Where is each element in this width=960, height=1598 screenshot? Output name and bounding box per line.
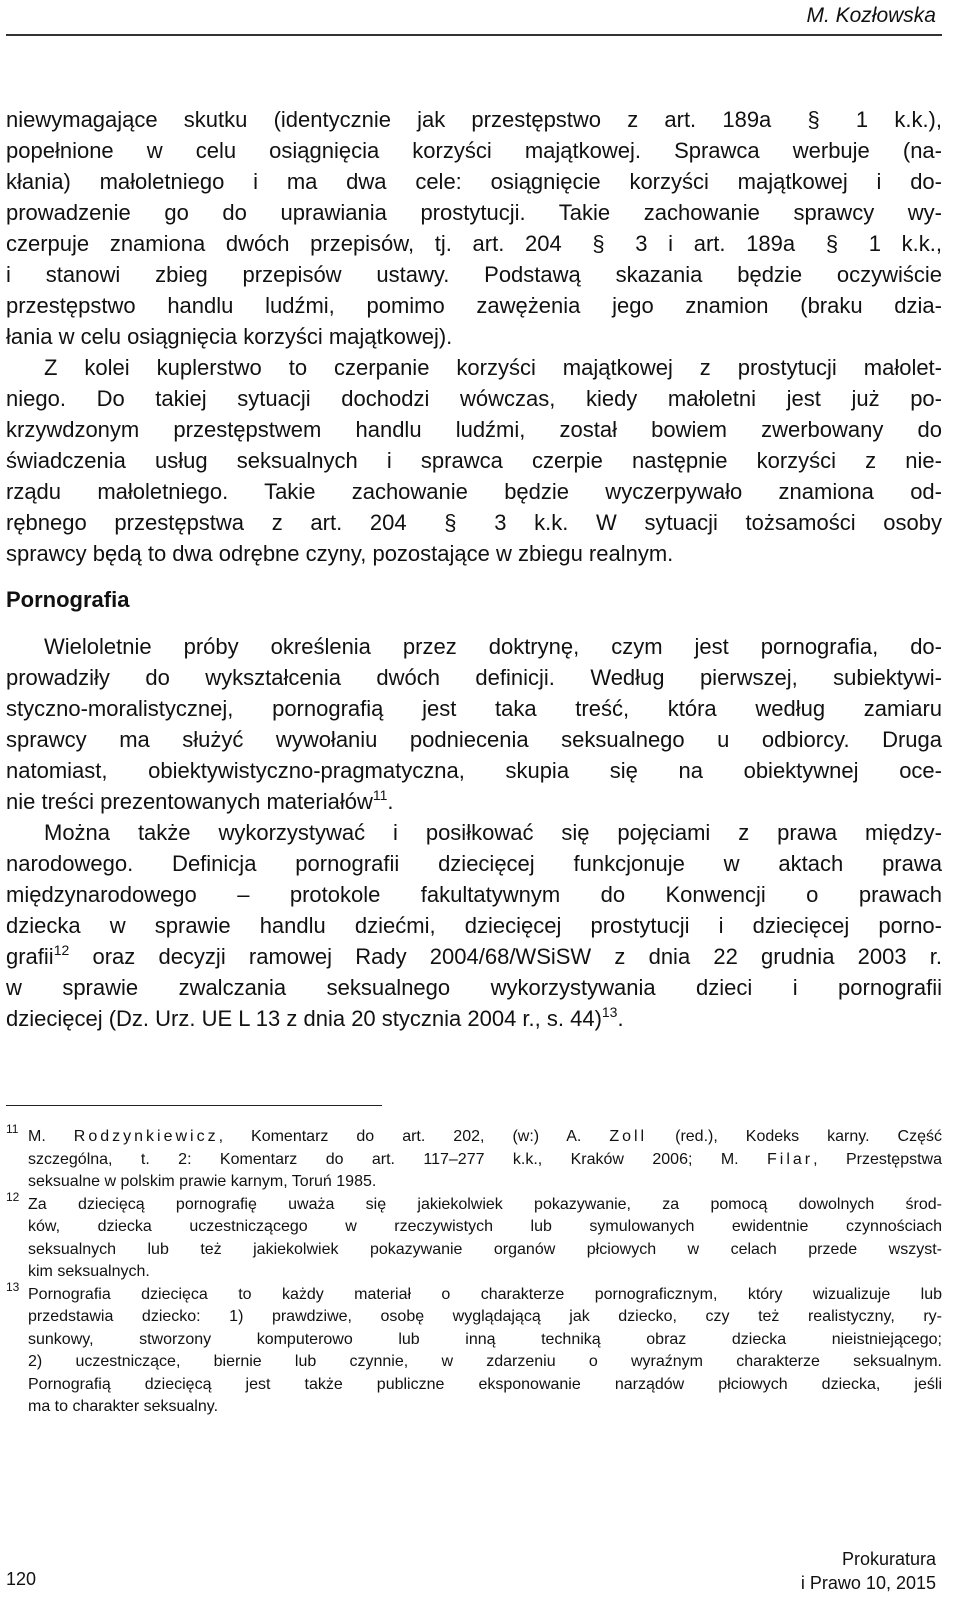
text-line: kłania) małoletniego i ma dwa cele: osiągnięcie korzyści majątkowej i do- bbox=[6, 169, 942, 194]
footnote-separator bbox=[6, 1105, 382, 1106]
footnote-line: przedstawia dziecko: 1) prawdziwe, osobę wyglądającą jak dziecko, czy też realistyczny, ry- bbox=[28, 1308, 942, 1325]
paragraph-3 bbox=[6, 631, 942, 817]
footnote-number: 12 bbox=[6, 1189, 20, 1204]
footnote-line: seksualnych lub też jakiekolwiek pokazywanie organów płciowych w celach przede wszyst- bbox=[28, 1240, 942, 1258]
text-line: grafii$^{12}$ oraz decyzji ramowej Rady 2004/68/WSiSW z dnia 22 grudnia 2003 r. bbox=[6, 942, 942, 969]
text-line: w sprawie zwalczania seksualnego wykorzystywania dzieci i pornografii bbox=[6, 975, 942, 1000]
footnote-line: Pornografią dziecięcą jest także publiczne eksponowanie narządów płciowych dziecka, jeśli bbox=[28, 1375, 942, 1393]
section-sign: § bbox=[444, 510, 457, 535]
text-line: przestępstwo handlu ludźmi, pomimo zawężenia jego znamion (braku dzia- bbox=[6, 293, 942, 318]
paragraph-1 bbox=[6, 104, 942, 352]
footnote-ref-13[interactable]: 13 bbox=[601, 1004, 618, 1020]
footnote-line: seksualne w polskim prawie karnym, Toruń 1985. bbox=[28, 1173, 377, 1190]
footnote-number: 11 bbox=[6, 1122, 19, 1136]
text-line: rębnego przestępstwa z art. 204 § 3 k.k. W sytuacji tożsamości osoby bbox=[6, 510, 942, 535]
text-line: niewymagające skutku (identycznie jak przestępstwo z art. 189a § 1 k.k.), bbox=[6, 107, 942, 132]
text-line: prowadzenie go do uprawiania prostytucji. Takie zachowanie sprawcy wy- bbox=[6, 200, 942, 225]
text-line: sprawcy będą to dwa odrębne czyny, pozostające w zbiegu realnym. bbox=[6, 541, 674, 566]
footnote-line: sunkowy, stworzony komputerowo lub inną techniką obraz dziecka nieistniejącego; bbox=[28, 1330, 942, 1348]
text-line: międzynarodowego – protokole fakultatywnym do Konwencji o prawach bbox=[6, 882, 942, 907]
text-line: sprawcy ma służyć wywołaniu podniecenia seksualnego u odbiorcy. Druga bbox=[6, 727, 942, 752]
main-text bbox=[6, 104, 942, 1034]
text-line: niego. Do takiej sytuacji dochodzi wówczas, kiedy małoletni jest już po- bbox=[6, 386, 942, 411]
section-sign: § bbox=[592, 231, 605, 256]
journal-title: Prokuratura bbox=[841, 1549, 936, 1569]
running-header-author: M. Kozłowska bbox=[806, 4, 936, 27]
journal-footer bbox=[801, 1547, 936, 1595]
footnote-line: kim seksualnych. bbox=[28, 1263, 150, 1280]
text-line: popełnione w celu osiągnięcia korzyści majątkowej. Sprawca werbuje (na- bbox=[6, 138, 942, 163]
page-number: 120 bbox=[6, 1569, 37, 1589]
text-line: Wieloletnie próby określenia przez doktrynę, czym jest pornografia, do- bbox=[44, 634, 942, 659]
footnote-line: 2) uczestniczące, biernie lub czynnie, w zdarzeniu o wyraźnym charakterze seksualnym. bbox=[28, 1353, 942, 1370]
header-rule bbox=[6, 34, 942, 36]
section-sign: § bbox=[807, 107, 820, 132]
text-line: dziecka w sprawie handlu dziećmi, dziecięcej prostytucji i dziecięcej porno- bbox=[6, 913, 942, 938]
text-line: świadczenia usług seksualnych i sprawca czerpie następnie korzyści z nie- bbox=[6, 448, 942, 473]
footnotes bbox=[6, 1122, 942, 1419]
footnote-line: Pornografia dziecięca to każdy materiał o charakterze pornograficznym, który wizualizuje lub bbox=[28, 1285, 942, 1303]
section-heading: Pornografia bbox=[6, 587, 130, 612]
footnote-line: Za dziecięcą pornografię uważa się jakiekolwiek pokazywanie, za pomocą dowolnych środ- bbox=[28, 1195, 942, 1213]
text-line: czerpuje znamiona dwóch przepisów, tj. art. 204 § 3 i art. 189a § 1 k.k., bbox=[6, 231, 942, 256]
journal-issue: i Prawo 10, 2015 bbox=[800, 1573, 936, 1593]
footnote-13 bbox=[6, 1279, 942, 1419]
footnote-line: M. Rodzynkiewicz, Komentarz do art. 202, (w:) A. Zoll (red.), Kodeks karny. Część bbox=[28, 1128, 942, 1145]
section-sign: § bbox=[825, 231, 839, 256]
text-line: prowadziły do wykształcenia dwóch definicji. Według pierwszej, subiektywi- bbox=[6, 665, 942, 690]
footnote-line: ma to charakter seksualny. bbox=[28, 1398, 219, 1415]
text-line: Z kolei kuplerstwo to czerpanie korzyści majątkowej z prostytucji małolet- bbox=[44, 355, 942, 380]
footnote-12 bbox=[6, 1189, 942, 1284]
paragraph-2 bbox=[6, 352, 942, 569]
footnote-ref-11[interactable]: 11 bbox=[372, 787, 388, 803]
footnote-11 bbox=[6, 1122, 942, 1194]
text-line: krzywdzonym przestępstwem handlu ludźmi, został bowiem zwerbowany do bbox=[6, 417, 942, 442]
text-line: łania w celu osiągnięcia korzyści majątkowej). bbox=[6, 324, 453, 349]
text-line: natomiast, obiektywistyczno-pragmatyczna, skupia się na obiektywnej oce- bbox=[6, 758, 942, 783]
text-line: nie treści prezentowanych materiałów$^{11}$. bbox=[6, 787, 394, 814]
footnote-ref-12[interactable]: 12 bbox=[53, 942, 70, 958]
footnote-number: 13 bbox=[6, 1279, 20, 1294]
footnote-line: szczególna, t. 2: Komentarz do art. 117–277 k.k., Kraków 2006; M. Filar, Przestępstwa bbox=[28, 1150, 942, 1168]
text-line: narodowego. Definicja pornografii dziecięcej funkcjonuje w aktach prawa bbox=[6, 851, 942, 876]
text-line: rządu małoletniego. Takie zachowanie będzie wyczerpywało znamiona od- bbox=[6, 479, 942, 504]
footnote-line: ków, dziecka uczestniczącego w rzeczywistych lub symulowanych ewidentnie czynnościach bbox=[28, 1218, 942, 1235]
paragraph-4 bbox=[6, 817, 942, 1034]
text-line: styczno-moralistycznej, pornografią jest taka treść, która według zamiaru bbox=[6, 696, 942, 721]
text-line: dziecięcej (Dz. Urz. UE L 13 z dnia 20 stycznia 2004 r., s. 44)$^{13}$. bbox=[6, 1004, 624, 1031]
text-line: Można także wykorzystywać i posiłkować się pojęciami z prawa między- bbox=[44, 820, 942, 845]
text-line: i stanowi zbieg przepisów ustawy. Podstawą skazania będzie oczywiście bbox=[6, 262, 942, 287]
